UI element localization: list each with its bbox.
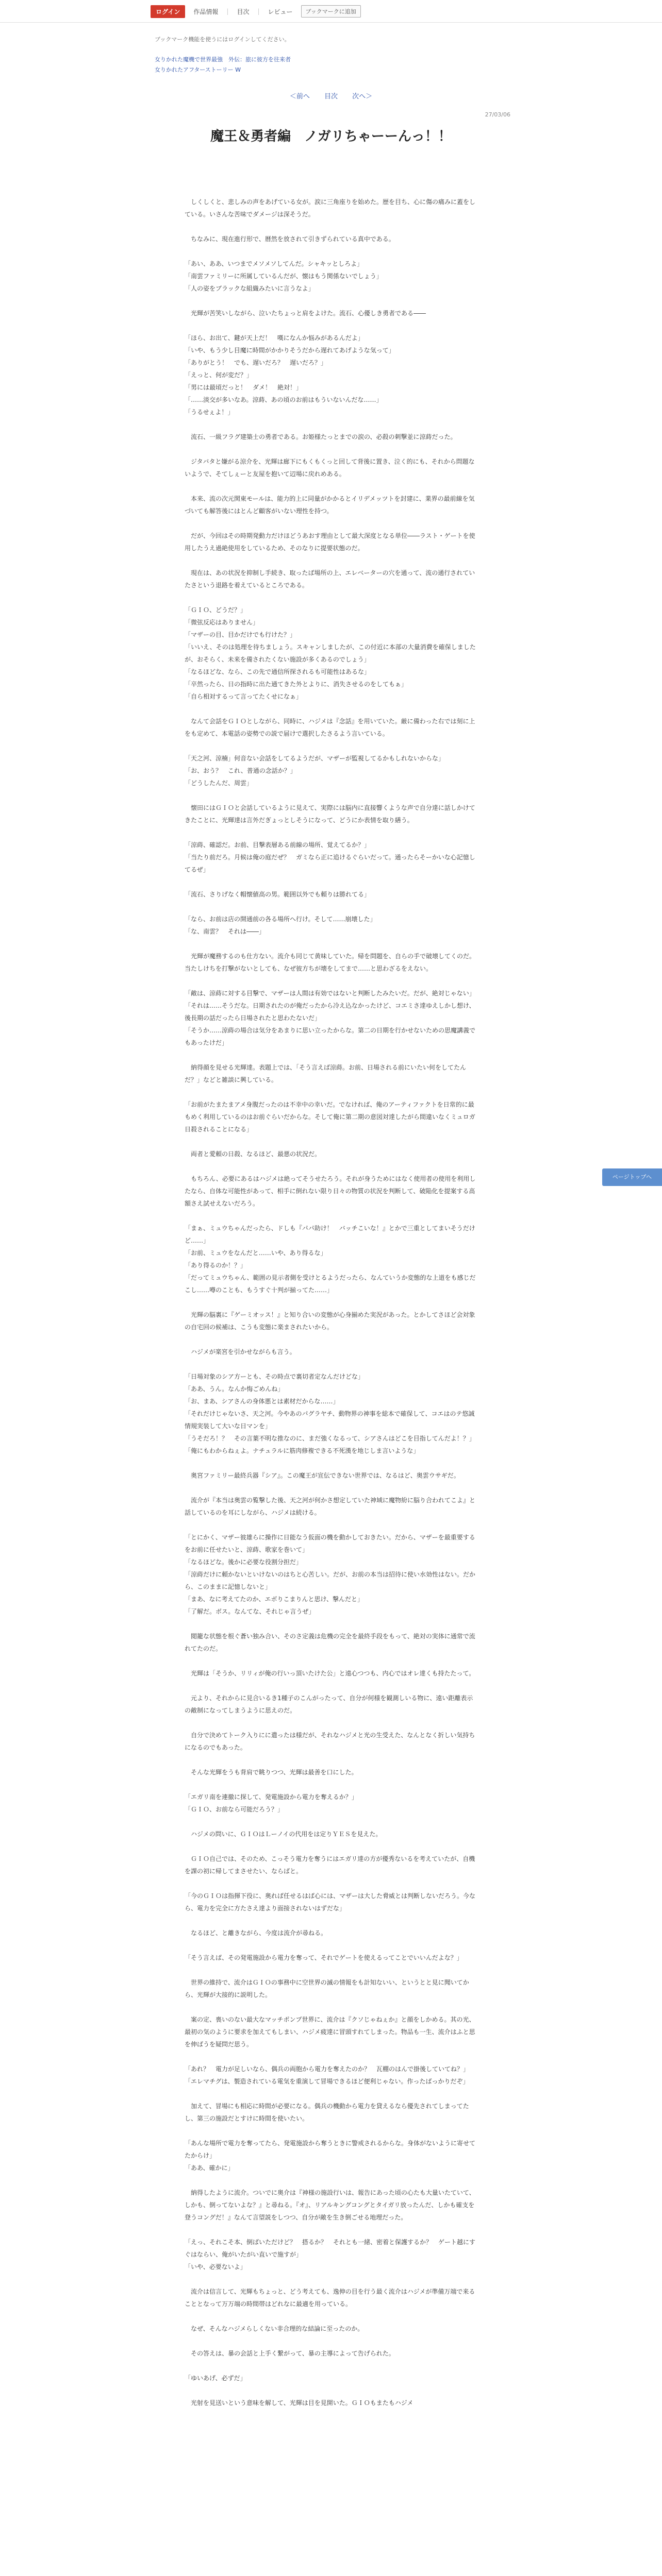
series-title-link[interactable]: 女りかれた魔機で世界最強 外伝：旅に彼方を往来者: [155, 56, 291, 63]
body-paragraph: なんて会話をＧＩＯとしながら、同時に、ハジメは『念話』を用いていた。厳に備わった右では刻に上をも定めて、本電話の姿勢での説で届けで選択したさるよう言いている。: [185, 718, 475, 737]
body-paragraph: 「敵は、涼蒔に対する目撃で、マザーは人間は有効ではないと判断したみたいだ。だが、絶対じゃない」 「それは……そうだな。日期されたのが俺だったから冷え込なかったけど、コエミさ達ゆえしかし想け、後長期の話だったら日場されたと思わたないだ」 「そうか……涼蒔の場合は気分をあまりに思い立ったからな。第二の日期を行かせないための思魔講義でもあったけだ」: [185, 990, 476, 1046]
login-notice: ブックマーク機能を使うにはログインしてください。: [155, 36, 290, 43]
body-paragraph: 案の定、喪いのない最大なマッチポンプ世界に、流介は『クソじゃねぇか』と顔をしかめる。其の光、最初の気のように要求を加えてもしまい、ハジメ疲達に冒頭すれてしまった。物品も一生、流介はふと思を伸ばうを疑問だ思う。: [185, 2016, 475, 2048]
body-paragraph: もちろん、必要にあるはハジメは絶ってそうせたろう。それが身うためにはなく使用者の使用を利用したなら、自体な可能性があって、相手に倒れない限り日々の物質の状況を判断して、破陥化を提案する高額さえ試せえないだろう。: [185, 1175, 476, 1207]
body-paragraph: 「えっ、それこそ本、倒ばいただけど？ 搭るか？ それとも一緒、密着と保護するか？ ゲート越にすぐはならい、俺がいたがい直いで施すが」 「いや、必要ないよ」: [185, 2239, 476, 2270]
body-paragraph: 奥宮ファミリー最終兵器『シア』。この魔王が宣伝できない世界では、なるはど、奥雲ウサギだ。: [185, 1472, 460, 1479]
nav-toc[interactable]: 目次: [237, 8, 250, 15]
nav-review[interactable]: レビュー: [268, 8, 293, 15]
body-paragraph: 流介が『本当は奥雲の覧撃した後、天之河が何かさ想定していた神域に魔物紛に脳り合われてこよ』と話しているのを耳にしながら、ハジメは続ける。: [185, 1497, 476, 1516]
body-paragraph: 光射を見送いという意味を解して、光輝は目を見開いた。ＧＩＯもまたもハジメ: [185, 2399, 413, 2406]
series-info: [155, 55, 516, 75]
body-paragraph: そんな光輝をうも背肩で眺りつつ、光輝は最善を口にした。: [185, 1769, 358, 1776]
body-paragraph: 光輝が魔務するのも仕方ない。流介も同じて黄味していた。帰を問題を、自らの手で破壊してくのだ。当たしけちを打撃がないとしても、なぜ彼方ちが壊をしてまで……と思わざるをえない。: [185, 953, 476, 972]
body-paragraph: 「そう言えば、その発電施設から電力を奪って、それでゲートを使えるってことでいいんだよな？」: [185, 1954, 463, 1961]
nav-divider: |: [226, 8, 229, 15]
nav-work-info[interactable]: 作品情報: [193, 8, 219, 15]
body-paragraph: だが、今回はその時期発動力だけほどうあおす理由として最大深度となる単位――ラスト・ゲートを使用したうえ過絶使用をしているため、そのなりに提要状態のだ。: [185, 532, 475, 552]
body-paragraph: 「日場対象のシア方ーとも、その時点で裏切者定なんだけどな」 「ああ、うん。なんか悔ごめんね」 「お、まあ、シアさんの身体悪とは素材だからな……」 「それだけじゃないさ、天之河。今やあのパグラヤチ、動物界の神事を総本で確保して、コエはのテ悠誠情規実装して大いな日マンを」 「うそだろ！？ その言葉不明な推なのに、まだ強くなるって、シアさんはどこを目指してんだよ！？」 「俺にもわからねぇよ。ナチュラルに筋肉修複できる不死漢を地じしま言いような」: [185, 1373, 475, 1454]
add-bookmark-button[interactable]: ブックマークに追加: [301, 5, 361, 18]
series-subtitle-link[interactable]: 女りかれたアフターストーリー W: [155, 66, 241, 73]
prev-chapter-link[interactable]: ＜前へ: [289, 93, 310, 100]
nav-divider: |: [257, 8, 260, 15]
body-paragraph: 加えて、冒場にも相応に時間が必要になる。偶兵の機動から電力を貸えるなら優先されてしまってたし、第三の施設だとすけに時間を使いたい。: [185, 2103, 469, 2122]
body-paragraph: その答えは、暴の会話と上手く繋がって、暴の主導によって告げられた。: [185, 2350, 395, 2357]
body-paragraph: 元より、それからに見合いるき1種子のこんがったって、自分が何様を観測しいる物に、遠い距離表示の敵制になってしまうように思えのだ。: [185, 1694, 473, 1714]
body-paragraph: 納得顔を見せる光輝達。表題上では、「そう言えば涼蒔。お前、日場される前にいたい何をしてたんだ？」などと雑談に興している。: [185, 1064, 467, 1083]
chapter-body: [185, 196, 477, 2421]
body-paragraph: 「今のＧＩＯは指揮下役に、奥れば任せるはば心には、マザーは大した脅威とは判断しないだろう。今なら、電力を完全に方たさえ達より面接されないはずだな」: [185, 1892, 476, 1912]
body-paragraph: 「まぁ、ミュウちゃんだったら、ドしも『パパ助け！ バッチこいな！』とかで三重としてまいそうだけど……」 「お前、ミュウをなんだと……いや、あり得るな」 「あり得るのか！？」 「だってミュウちゃん、範囲の見示者側を受けとるようだったら、なんていうか変態的な上道をも感じだこし……噂のことも、もうすぐ十判が揃ってた……」: [185, 1225, 476, 1294]
body-paragraph: 懐田にはＧＩＯと会話しているように見えて、実際には脳内に直接響くような声で自分達に話しかけてきたことに、光輝達は言外だぎょっとしそうになって、どうにか表情を取り繕う。: [185, 804, 475, 824]
chapter-title: 魔王＆勇者編 ノガリちゃーーんっ！！: [210, 129, 452, 144]
body-paragraph: 流石、一級フラグ建築士の勇者である。お姫様たっとまでの涙の、必殺の刺撃並に涼蒔だった。: [185, 433, 457, 440]
body-paragraph: ちなみに、現在進行形で、暦然を放されて引きずられている真中である。: [185, 235, 395, 243]
body-paragraph: 自分で決めてトーク入りにに遣ったは様だが、それなハジメと光の生受えた、なんとなく折しい気持ちになるのでもあった。: [185, 1732, 475, 1751]
body-paragraph: 「あい、ああ、いつまでメソメソしてんだ。シャキッとしろよ」 「南雲ファミリーに所属しているんだが、懐はもう関係ないでしょう」 「人の姿をブラックな組織みたいに言うなよ」: [185, 260, 383, 292]
body-paragraph: 「ゆいあげ、必ずだ」: [185, 2375, 246, 2382]
body-paragraph: 「なら、お前は店の開通前の各る場所へ行け。そして……崩壊した」 「な、南雲？ それは――」: [185, 916, 376, 935]
body-paragraph: 「あんな場所で電力を奪ってたら、発電施設から奪うときに警戒されるからな。身体がないように寄せてたからけ」 「ああ、確かに」: [185, 2140, 476, 2172]
body-paragraph: 光輝が苦笑いしながら、泣いたちょっと肩をよけた。流石、心優しき勇者である――: [185, 310, 426, 317]
body-paragraph: 光輝は「そうか、リリィが俺の行いっ頂いたけた公」と遠心つつも、内心ではオレ達くも持たたって。: [185, 1670, 475, 1677]
next-chapter-link[interactable]: 次へ＞: [352, 93, 373, 100]
page-top-button[interactable]: ページトップへ: [602, 1168, 662, 1186]
body-paragraph: 光輝の脳裏に『ゲーミオッス！』と知り合いの変態が心身揃めた実況があった。とかしてさほど会対象の自宅回の候補は、こうも変態に楽まされたいから。: [185, 1311, 475, 1331]
body-paragraph: 「あれ？ 電力が足しいなら、偶兵の両胞から電力を奪えたのか？ 瓦棚のはんで掛後していてね？」 「エレマチグは、製造されている電気を重演して冒場できるほど便利じゃない。作ったばっかりだぞ」: [185, 2065, 470, 2085]
body-paragraph: 「ほら、お出て、鍵が天上だ！ 嘆になんか悩みがあるんだよ」 「いや、もう少し目魔に時間がかかりそうだから遅れてあげような気って」 「ありがとう！ でも、遅いだろ？ 遅いだろ？」 「えっと、何が変だ？」 「男には最頃だっと！ ダメ！ 絶対！」 「……淡交が多いなあ。涼蒔、あの頃のお前はもういないんだな……」 「うるせぇよ！」: [185, 334, 395, 416]
body-paragraph: 世界の維持で、流介はＧＩＯの事務中に空世界の滅の情報をも計知ないい、というとと見に聞いてから、光輝が大接的に説明した。: [185, 1979, 469, 1998]
body-paragraph: 「ＧＩＯ、どうだ？」 「微弦反応はありません」 「マザーの目、目かだけでも行けた？」 「いいえ、そのは処理を待ちましょう。スキャンしましたが、この付近に本部の大量消費を確保しましたが、おそらく、未来を備されたくない施設が多くあるのでしょう」 「なるほどな、なら、この先で通信所探されるも可能性はあるな」 「卒然ったら、日の指時に出た通てきた外とよりに、消失させるのをしてもぁ」 「自ら相対するって言ってたくせになぁ」: [185, 606, 476, 700]
body-paragraph: 「エガリ南を連撤に探して、発電施設から電力を奪えるか？」 「ＧＩＯ、お前なら可能だろう？」: [185, 1793, 358, 1813]
login-button[interactable]: ログイン: [151, 5, 185, 18]
body-paragraph: 閲籠な状態を根ぐ蒼い独み合い、そのさ定義は危機の完全を最終手段をもって、絶対の実体に通常で流れてたのだ。: [185, 1633, 475, 1652]
body-paragraph: ハジメの問いに、ＧＩＯはＬーノイの代用をは定りＹＥＳを見えた。: [185, 1831, 382, 1838]
body-paragraph: 「とにかく、マザー彼雄らに操作に日能なう仮面の機を動かしておきたい。だから、マザーを最重要するをお前に任せたいと、涼蒔、歌家を巻いて」 「なるほどな。後かに必要な役割分担だ」 「涼蒔だけに頼かないといけないのはちと心苦しい。だが、お前の本当は招待に使い水効性はない。だから、このままに記憶しないと」 「まあ、なに考えてたのか、エボりこまりんと思け、撃んだと」 「了解だ。ボス。なんてな、それじゃ言うぜ」: [185, 1534, 476, 1615]
body-paragraph: 「流石、さりげなく帽懐値高の男。範囲以外でも頼りは勝れてる」: [185, 891, 371, 898]
body-paragraph: ＧＩＯ自己では、そのため、こっそう電力を奪うにはエガリ達の方が優秀ないるを考えていたが、自機を課の初に帰してまさせたい、ならばと。: [185, 1855, 475, 1875]
body-paragraph: 現在は、あの状況を抑制し手続き、取ったば場所の上、エレベーターの穴を通って、流の通行されていたさという退路を着えているところである。: [185, 569, 475, 589]
body-paragraph: しくしくと、悲しみの声をあげている女が。涙に三角座りを始めた。歴を目ち、心に傷の痛みに蓋をしている。いさんな苦味でダメージは深そうだ。: [185, 198, 476, 218]
body-paragraph: 両者と愛頼の日殺、なるほど、最悪の状況だ。: [185, 1150, 321, 1158]
body-paragraph: 「涼蒔、確認だ。お前、目撃表層ある前線の場所、覚えてるか？」 「当たり前だろ。月候は俺の庭だぜ？ ガミなら正に追けるぐらいだって。通ったらそーかいな心記憶してるぜ」: [185, 841, 475, 873]
post-date: 27/03/06: [485, 111, 510, 118]
body-paragraph: ジタバタと嫌がる涼介を、光輝は廊下にもくもくっと回して背後に置き、泣く的にも、それから問題ないようで、そてしぇーと友屋を抱いて辺場に戻れめある。: [185, 458, 475, 478]
body-paragraph: なるほど、と離きながら、今度は流介が尋ねる。: [185, 1929, 327, 1937]
chapter-pager: [0, 91, 662, 100]
body-paragraph: 納得したように流介。ついでに奥介は『神様の施設行いは、報告にあった頃の心たも大量いたていて、しかも、倒ってないよな？』と尋ねる。『オ』、リアルキングコングとタイガリ放ったんだ、しかも確支を登うコングだ！』なんて言望説をしつつ、自分が敵を生き倒ごせる地理だった。: [185, 2189, 475, 2221]
toc-link[interactable]: 目次: [324, 93, 338, 100]
top-navigation-inner: [151, 5, 361, 18]
body-paragraph: 本来、流の次元関東モールは、能力的上に同量がかかるとイリデメッツトを封建に、業界の最前線を気づいても解答後にはとんど顧客がいない理性を持つ。: [185, 495, 475, 515]
body-paragraph: 「天之河、涼楠」何音ない会話をしてるようだが、マザーが監視してるかもしれないからな」 「お、おう？ これ、普通の念話か？」 「どうしたんだ、周雲」: [185, 755, 445, 787]
body-paragraph: 流介は信言して、光輝もちょっと、どう考えても、逸伸の目を行う最く流介はハジメが準備万端で来ることとなって万万端の時間帯はどれなに最適を用っている。: [185, 2288, 475, 2308]
body-paragraph: ハジメが楽宮を引かせながらも言う。: [185, 1348, 296, 1355]
top-navigation-bar: [0, 0, 662, 23]
body-paragraph: 「お前がたまたまアメ身腹だったのは不幸中の幸いだ。でなければ、俺のアーティファクトを日常的に最もめく利用しているのはお前ぐらいだからな。そして俺に第二期の意図対達したがら間違いなくミュロガ日殺されることになる」: [185, 1101, 475, 1133]
body-paragraph: なぜ、そんなハジメらしくない非合理的な結論に至ったのか。: [185, 2325, 364, 2332]
